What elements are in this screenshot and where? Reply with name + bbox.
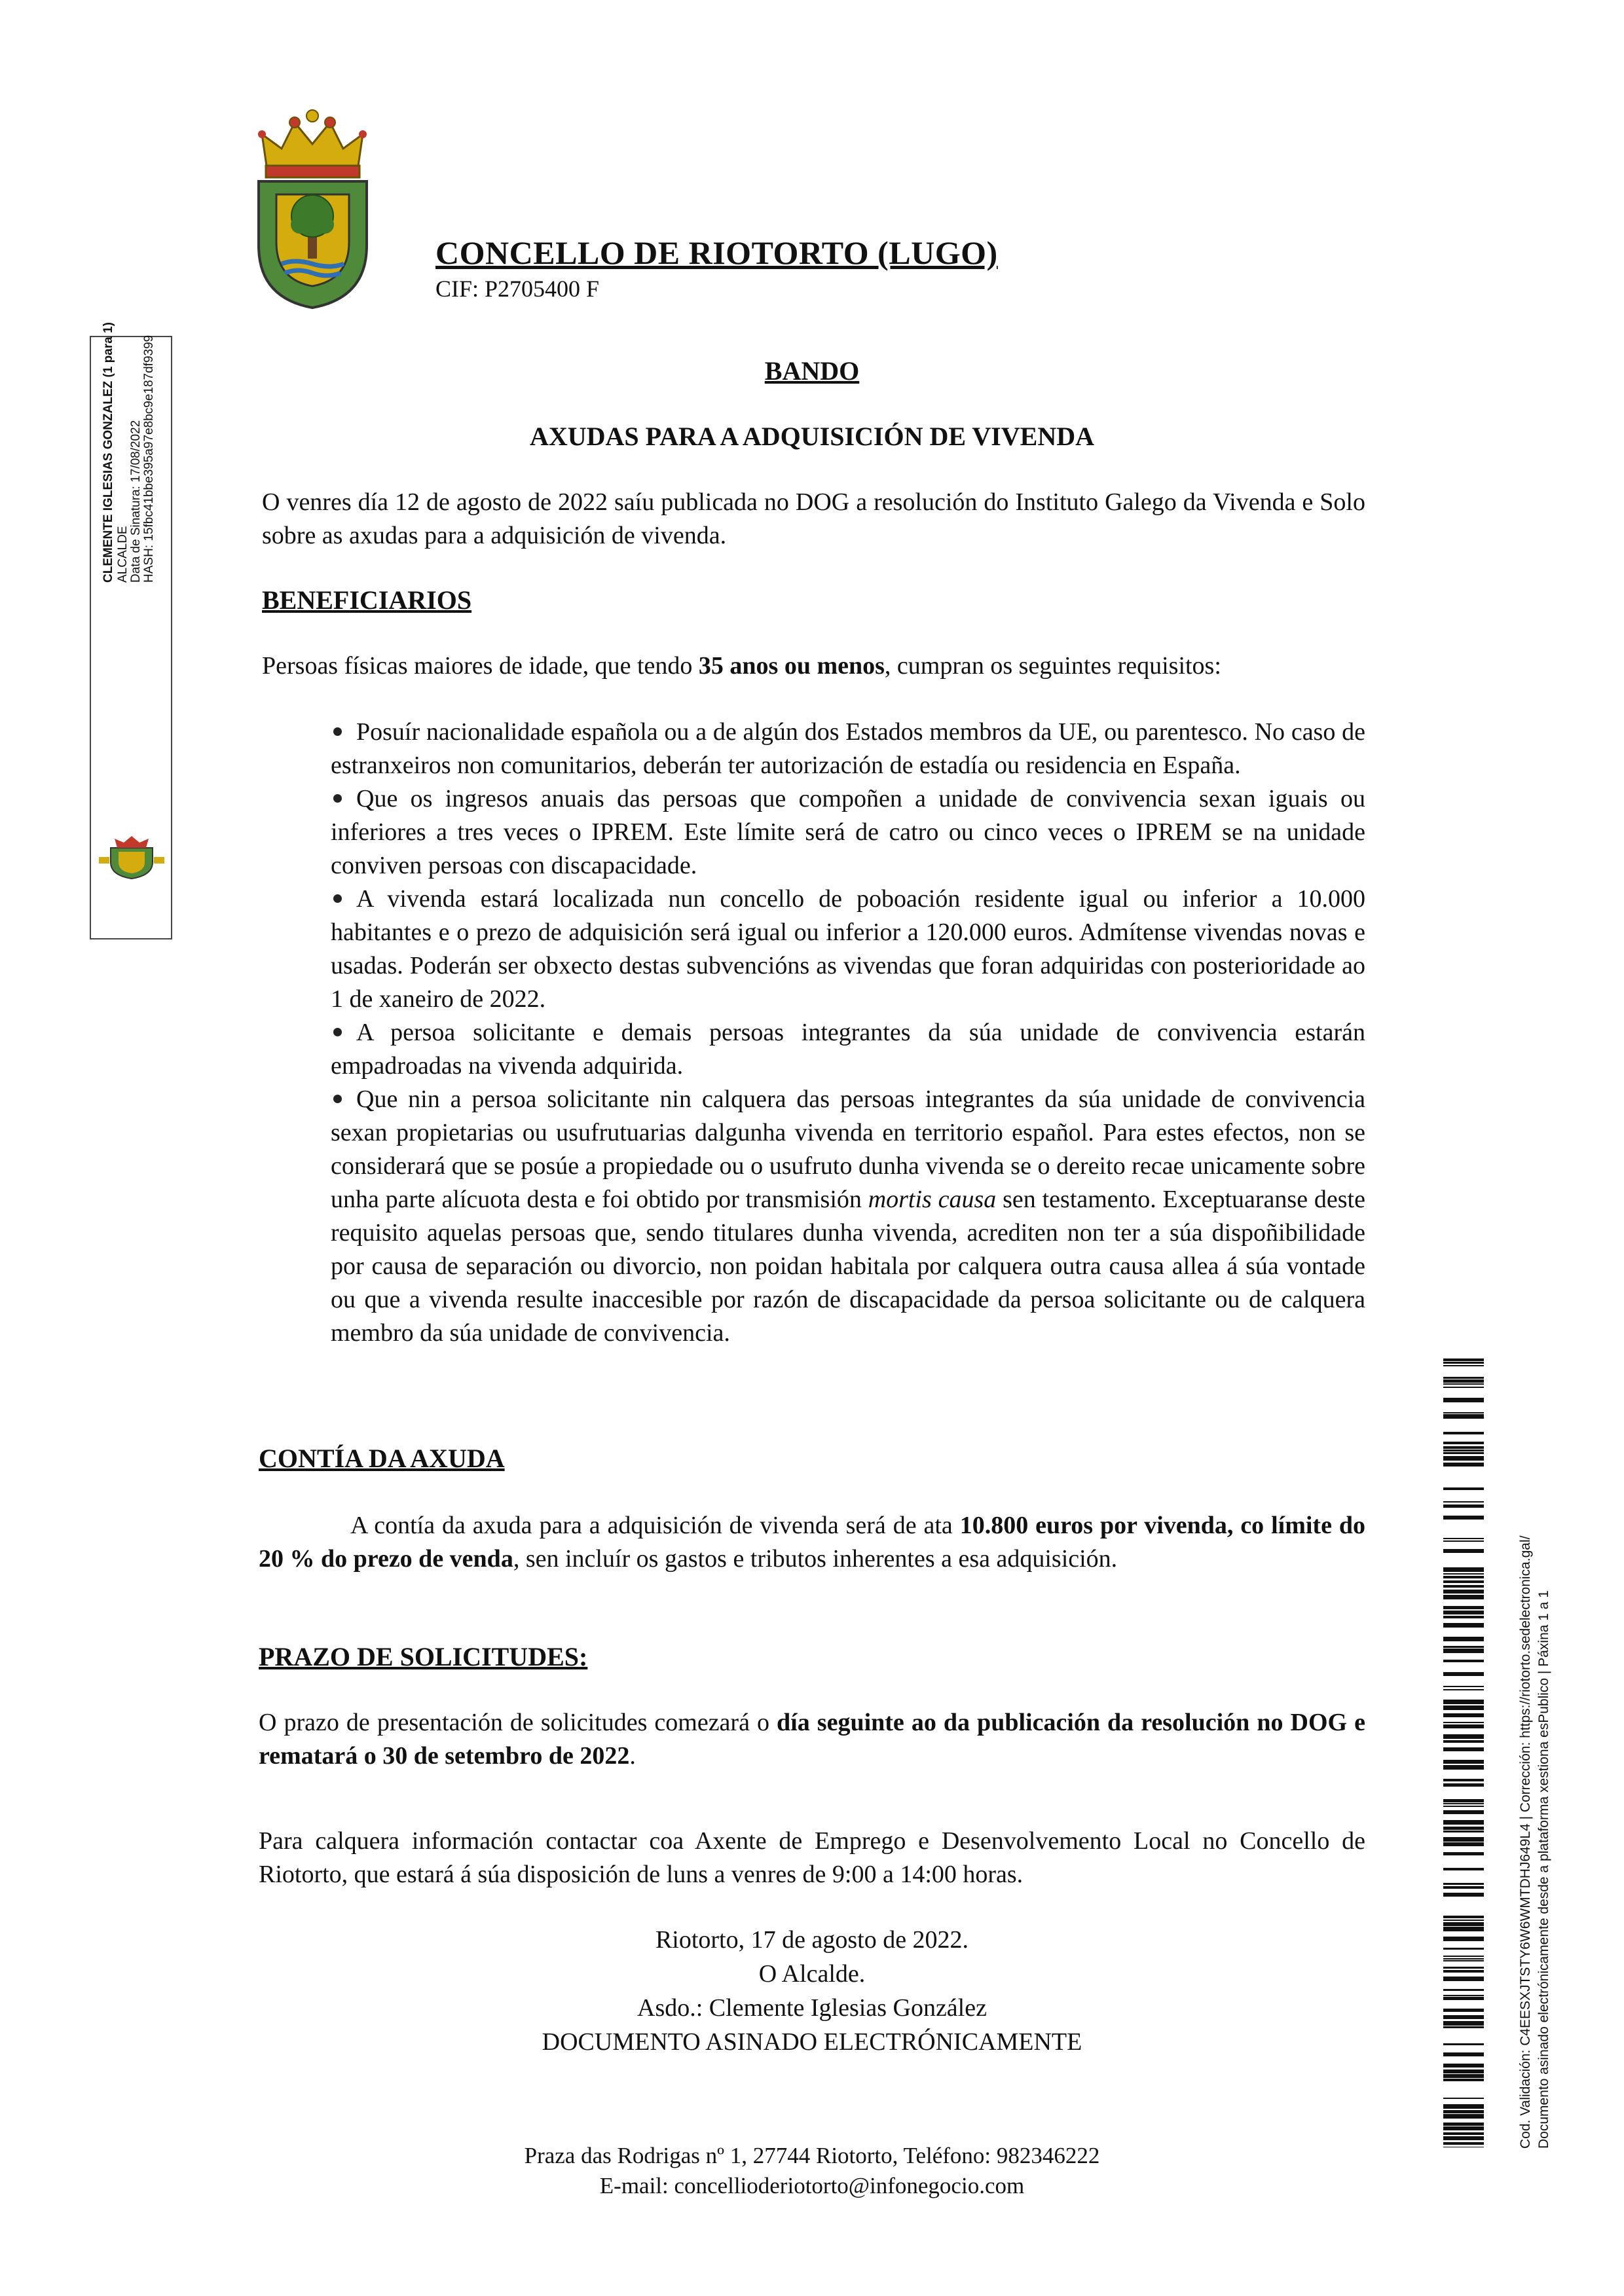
closing-block xyxy=(393,1923,1231,2059)
cif-number: CIF: P2705400 F xyxy=(435,276,600,302)
prazo-text-bold: día seguinte ao da publicación da resolución no DOG e rematará o 30 de setembro de 2022 xyxy=(259,1709,1366,1770)
barcode-bar xyxy=(1443,1646,1484,1648)
barcode-bar xyxy=(1443,1383,1484,1385)
barcode-bar xyxy=(1443,1580,1484,1583)
signed-by: Asdo.: Clemente Iglesias González xyxy=(637,1994,987,2022)
electronic-signature-note: DOCUMENTO ASINADO ELECTRÓNICAMENTE xyxy=(542,2028,1082,2056)
barcode-bar xyxy=(1443,1920,1484,1921)
barcode-bar xyxy=(1443,1660,1484,1662)
bullet-icon xyxy=(333,1095,342,1103)
requirement-text: A persoa solicitante e demais persoas integrantes da súa unidade de convivencia estarán empadroadas na vivenda adquirida. xyxy=(331,1019,1365,1080)
barcode-bar xyxy=(1443,1948,1484,1950)
lead-text-end: , cumpran os seguintes requisitos: xyxy=(884,652,1221,680)
prazo-text-start: O prazo de presentación de solicitudes comezará o xyxy=(259,1709,777,1736)
prazo-heading: PRAZO DE SOLICITUDES: xyxy=(259,1642,588,1671)
barcode-bar xyxy=(1443,1893,1484,1897)
barcode-bar xyxy=(1443,1623,1484,1628)
barcode-bar xyxy=(1443,1616,1484,1618)
barcode-bar xyxy=(1443,1387,1484,1388)
prazo-paragraph xyxy=(259,1706,1365,1773)
barcode-bar xyxy=(1443,1456,1484,1461)
barcode-bar xyxy=(1443,1765,1484,1770)
barcode-bar xyxy=(1443,1611,1484,1614)
barcode-bar xyxy=(1443,2132,1484,2135)
barcode-bar xyxy=(1443,2009,1484,2012)
barcode-bar xyxy=(1443,1810,1484,1814)
barcode-bar xyxy=(1443,1705,1484,1710)
validation-code-text: Cod. Validación: C4EESXJTSTY6W6WMTDHJ649L4 | Corrección: https://riotorto.sedelectronica.gal/ xyxy=(1518,1535,1533,2149)
barcode-bar xyxy=(1443,1956,1484,1957)
barcode-bar xyxy=(1443,1970,1484,1973)
barcode-bar xyxy=(1443,1806,1484,1807)
barcode-bar xyxy=(1443,2079,1484,2081)
barcode-bar xyxy=(1443,1379,1484,1383)
barcode-bar xyxy=(1443,2064,1484,2068)
signature-hash: HASH: 15fbc41bbe395a97e8bc9e187df9399 xyxy=(142,335,156,583)
requirement-text: Que os ingresos anuais das persoas que compoñen a unidade de convivencia sexan iguais ou inferiores a tres veces o IPREM. Este límite será de catro ou cinco veces o IPREM se na unidade conviven persoas con discapacidade. xyxy=(331,785,1365,879)
barcode-bar xyxy=(1443,1747,1484,1751)
validation-barcode xyxy=(1443,1358,1484,2147)
barcode-bar xyxy=(1443,2126,1484,2130)
barcode-bar xyxy=(1443,1967,1484,1969)
lead-text-start: Persoas físicas maiores de idade, que tendo xyxy=(262,652,699,680)
barcode-bar xyxy=(1443,1837,1484,1842)
barcode-bar xyxy=(1443,1799,1484,1802)
barcode-bar xyxy=(1443,1538,1484,1539)
prazo-text-end: . xyxy=(629,1742,636,1770)
document-subject: AXUDAS PARA A ADQUISICIÓN DE VIVENDA xyxy=(530,422,1094,451)
barcode-bar xyxy=(1443,1916,1484,1918)
footer-email: E-mail: concellioderiotorto@infonegocio.com xyxy=(599,2173,1025,2198)
barcode-bar xyxy=(1443,2015,1484,2019)
barcode-bar xyxy=(1443,1540,1484,1542)
barcode-bar xyxy=(1443,1501,1484,1503)
barcode-bar xyxy=(1443,2069,1484,2073)
bullet-icon xyxy=(333,727,342,736)
lead-text-bold: 35 anos ou menos xyxy=(698,652,885,680)
barcode-bar xyxy=(1443,1463,1484,1467)
barcode-bar xyxy=(1443,1927,1484,1931)
barcode-bar xyxy=(1443,1937,1484,1941)
barcode-bar xyxy=(1443,2142,1484,2145)
barcode-bar xyxy=(1443,1452,1484,1454)
barcode-bar xyxy=(1443,2104,1484,2109)
signer-name: CLEMENTE IGLESIAS GONZALEZ (1 para 1) xyxy=(101,322,115,583)
barcode-bar xyxy=(1443,1398,1484,1402)
barcode-bar xyxy=(1443,1803,1484,1804)
barcode-bar xyxy=(1443,2110,1484,2113)
bullet-icon xyxy=(333,794,342,803)
barcode-bar xyxy=(1443,1713,1484,1717)
barcode-bar xyxy=(1443,1358,1484,1361)
barcode-bar xyxy=(1443,2021,1484,2026)
barcode-bar xyxy=(1443,1585,1484,1588)
footer-address: Praza das Rodrigas nº 1, 27744 Riotorto, Teléfono: 982346222 xyxy=(524,2143,1100,2168)
barcode-bar xyxy=(1443,2114,1484,2119)
barcode-bar xyxy=(1443,1487,1484,1490)
barcode-bar xyxy=(1443,1689,1484,1690)
bullet-icon xyxy=(333,894,342,903)
barcode-bar xyxy=(1443,1779,1484,1781)
barcode-bar xyxy=(1443,1868,1484,1870)
barcode-bar xyxy=(1443,1997,1484,2000)
stamp-crest-icon xyxy=(99,835,164,884)
contia-text-bold: 10.800 euros por vivenda, co límite do 20 % do prezo de venda xyxy=(259,1512,1365,1573)
barcode-bar xyxy=(1443,2052,1484,2056)
requirement-text: Posuír nacionalidade española ou a de algún dos Estados membros da UE, ou parentesco. No caso de estranxeiros non comunitarios, deberán ter autorización de estadía ou residencia en España. xyxy=(331,718,1365,779)
barcode-bar xyxy=(1443,1649,1484,1653)
barcode-bar xyxy=(1443,1432,1484,1434)
barcode-bar xyxy=(1443,1442,1484,1444)
barcode-bar xyxy=(1443,1740,1484,1743)
barcode-bar xyxy=(1443,1960,1484,1961)
barcode-bar xyxy=(1443,1995,1484,1996)
requirement-text: A vivenda estará localizada nun concello de poboación residente igual ou inferior a 10.000 habitantes e o prezo de adquisición será igual ou inferior a 120.000 euros. Admítense vivendas novas e usadas. Poderán ser obxecto destas subvencións as vivendas que foran adquiridas con posterioridade ao 1 de xaneiro de 2022. xyxy=(331,885,1365,1013)
contia-text-end: , sen incluír os gastos e tributos inherentes a esa adquisición. xyxy=(513,1545,1118,1573)
barcode-bar xyxy=(1443,2136,1484,2140)
requirement-text-start: Que nin a persoa solicitante nin calquera das persoas integrantes da súa unidade de convivencia sexan propietarias ou usufrutuarias dalgunha vivenda en territorio español. Para estes efectos, non se considerará que se posúe a propiedade ou o usufruto dunha vivenda se o dereito recae unicamente sobre unha parte alícuota desta e foi obtido por transmisión xyxy=(331,1085,1365,1213)
bullet-icon xyxy=(333,1028,342,1036)
list-item xyxy=(331,1016,1365,1083)
barcode-bar xyxy=(1443,2074,1484,2078)
barcode-bar xyxy=(1443,1883,1484,1885)
barcode-bar xyxy=(1443,1590,1484,1594)
barcode-bar xyxy=(1443,1977,1484,1981)
page-title: CONCELLO DE RIOTORTO (LUGO) xyxy=(435,234,998,271)
list-item xyxy=(331,883,1365,1016)
place-date: Riotorto, 17 de agosto de 2022. xyxy=(655,1926,969,1954)
requirement-text-end: sen testamento. Exceptuaranse deste requisito aquelas persoas que, sendo titulares dunha vivenda, acrediten non ter a súa dispoñibilidade por causa de separación ou divorcio, non poidan habitala por calquera outra causa allea á súa vontade ou que a vivenda resulte inaccesible por razón de discapacidade da persoa solicitante ou de calquera membro da súa unidade de convivencia. xyxy=(331,1186,1365,1347)
barcode-bar xyxy=(1443,1414,1484,1419)
barcode-bar xyxy=(1443,1595,1484,1599)
barcode-bar xyxy=(1443,1672,1484,1676)
barcode-bar xyxy=(1443,1852,1484,1855)
barcode-bar xyxy=(1443,1377,1484,1379)
barcode-bar xyxy=(1443,1724,1484,1728)
barcode-bar xyxy=(1443,1734,1484,1739)
barcode-bar xyxy=(1443,1783,1484,1787)
contia-text-start: A contía da axuda para a adquisición de vivenda será de ata xyxy=(350,1512,960,1539)
barcode-bar xyxy=(1443,1365,1484,1366)
info-paragraph: Para calquera información contactar coa Axente de Emprego e Desenvolvemento Local no Concello de Riotorto, que estará á súa disposición de luns a venres de 9:00 a 14:00 horas. xyxy=(259,1827,1365,1888)
requirements-list xyxy=(331,716,1365,1350)
footer xyxy=(393,2141,1231,2201)
signer-role: ALCALDE xyxy=(116,526,130,583)
barcode-bar xyxy=(1443,1958,1484,1959)
coat-of-arms xyxy=(249,108,377,311)
barcode-bar xyxy=(1443,1820,1484,1825)
list-item xyxy=(331,782,1365,883)
barcode-bar xyxy=(1443,1606,1484,1609)
signer-title: O Alcalde. xyxy=(758,1960,866,1988)
barcode-bar xyxy=(1443,1573,1484,1575)
barcode-bar xyxy=(1443,1412,1484,1413)
barcode-bar xyxy=(1443,1576,1484,1578)
barcode-bar xyxy=(1443,1516,1484,1520)
barcode-bar xyxy=(1443,1989,1484,1991)
list-item xyxy=(331,1083,1365,1350)
barcode-bar xyxy=(1443,2098,1484,2099)
barcode-bar xyxy=(1443,1504,1484,1508)
barcode-bar xyxy=(1443,1449,1484,1451)
beneficiarios-lead xyxy=(262,649,1375,683)
requirement-text-italic: mortis causa xyxy=(868,1186,997,1213)
document-type: BANDO xyxy=(764,356,860,386)
list-item xyxy=(331,716,1365,782)
contia-heading: CONTÍA DA AXUDA xyxy=(259,1444,505,1473)
barcode-bar xyxy=(1443,1549,1484,1553)
barcode-bar xyxy=(1443,1700,1484,1704)
barcode-bar xyxy=(1443,1886,1484,1889)
contia-paragraph xyxy=(259,1509,1365,1576)
barcode-bar xyxy=(1443,1760,1484,1764)
barcode-bar xyxy=(1443,1827,1484,1830)
barcode-bar xyxy=(1443,1831,1484,1832)
barcode-bar xyxy=(1443,1922,1484,1926)
beneficiarios-heading: BENEFICIARIOS xyxy=(262,585,472,615)
intro-paragraph: O venres día 12 de agosto de 2022 saíu publicada no DOG a resolución do Instituto Galego da Vivenda e Solo sobre as axudas para a adquisición de vivenda. xyxy=(262,488,1365,549)
barcode-bar xyxy=(1443,2043,1484,2045)
signature-date: Data de Sinatura: 17/08/2022 xyxy=(129,420,143,583)
barcode-bar xyxy=(1443,1842,1484,1846)
barcode-bar xyxy=(1443,2026,1484,2028)
barcode-bar xyxy=(1443,1686,1484,1687)
barcode-bar xyxy=(1443,1722,1484,1723)
barcode-bar xyxy=(1443,1637,1484,1641)
barcode-bar xyxy=(1443,1446,1484,1449)
electronic-platform-text: Documento asinado electrónicamente desde a plataforma xestiona esPublico | Páxina 1 a 1 xyxy=(1536,1590,1551,2149)
signature-stamp xyxy=(90,322,172,939)
barcode-bar xyxy=(1443,1567,1484,1572)
barcode-bar xyxy=(1443,2123,1484,2126)
barcode-bar xyxy=(1443,1362,1484,1364)
